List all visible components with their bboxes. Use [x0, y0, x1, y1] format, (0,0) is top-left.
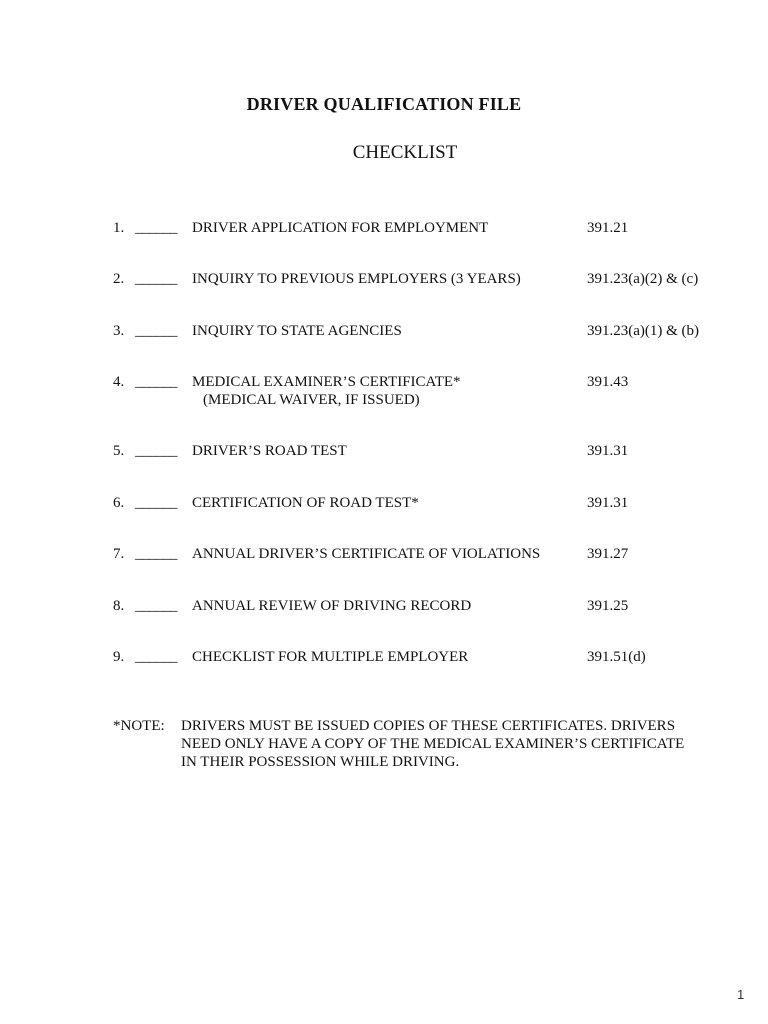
item-subtext: (MEDICAL WAIVER, IF ISSUED) [203, 392, 420, 408]
item-check-blank: ______ [135, 598, 177, 614]
item-citation: 391.31 [587, 495, 629, 511]
item-description: CERTIFICATION OF ROAD TEST* [192, 495, 419, 511]
item-citation: 391.43 [587, 374, 629, 390]
note-line: IN THEIR POSSESSION WHILE DRIVING. [181, 754, 460, 770]
note-line: DRIVERS MUST BE ISSUED COPIES OF THESE CERTIFICATES. DRIVERS [181, 718, 676, 734]
note-label: *NOTE: [113, 718, 165, 734]
item-check-blank: ______ [135, 443, 177, 459]
item-description: DRIVER APPLICATION FOR EMPLOYMENT [192, 220, 489, 236]
item-description: ANNUAL DRIVER’S CERTIFICATE OF VIOLATIONS [192, 546, 541, 562]
item-citation: 391.25 [587, 598, 629, 614]
item-citation: 391.23(a)(2) & (c) [587, 271, 699, 287]
item-description: INQUIRY TO STATE AGENCIES [192, 323, 402, 339]
item-check-blank: ______ [135, 649, 177, 665]
item-check-blank: ______ [135, 271, 177, 287]
item-description: ANNUAL REVIEW OF DRIVING RECORD [192, 598, 472, 614]
item-number: 8. [113, 598, 125, 614]
item-citation: 391.23(a)(1) & (b) [587, 323, 700, 339]
item-description: DRIVER’S ROAD TEST [192, 443, 347, 459]
document-subtitle: CHECKLIST [352, 142, 458, 163]
item-check-blank: ______ [135, 495, 177, 511]
item-citation: 391.27 [587, 546, 629, 562]
item-number: 9. [113, 649, 125, 665]
page-number: 1 [737, 987, 745, 1002]
item-check-blank: ______ [135, 220, 177, 236]
item-citation: 391.31 [587, 443, 629, 459]
item-citation: 391.21 [587, 220, 629, 236]
note-line: NEED ONLY HAVE A COPY OF THE MEDICAL EXAMINER’S CERTIFICATE [181, 736, 685, 752]
item-check-blank: ______ [135, 546, 177, 562]
item-number: 6. [113, 495, 125, 511]
item-number: 2. [113, 271, 125, 287]
item-description: INQUIRY TO PREVIOUS EMPLOYERS (3 YEARS) [192, 271, 521, 287]
item-number: 3. [113, 323, 125, 339]
item-number: 4. [113, 374, 125, 390]
item-description: MEDICAL EXAMINER’S CERTIFICATE* [192, 374, 461, 390]
item-number: 1. [113, 220, 125, 236]
item-description: CHECKLIST FOR MULTIPLE EMPLOYER [192, 649, 469, 665]
item-number: 7. [113, 546, 125, 562]
item-citation: 391.51(d) [587, 649, 646, 665]
note-text [181, 717, 721, 771]
item-number: 5. [113, 443, 125, 459]
document-title: DRIVER QUALIFICATION FILE [246, 94, 522, 114]
item-check-blank: ______ [135, 374, 177, 390]
item-check-blank: ______ [135, 323, 177, 339]
